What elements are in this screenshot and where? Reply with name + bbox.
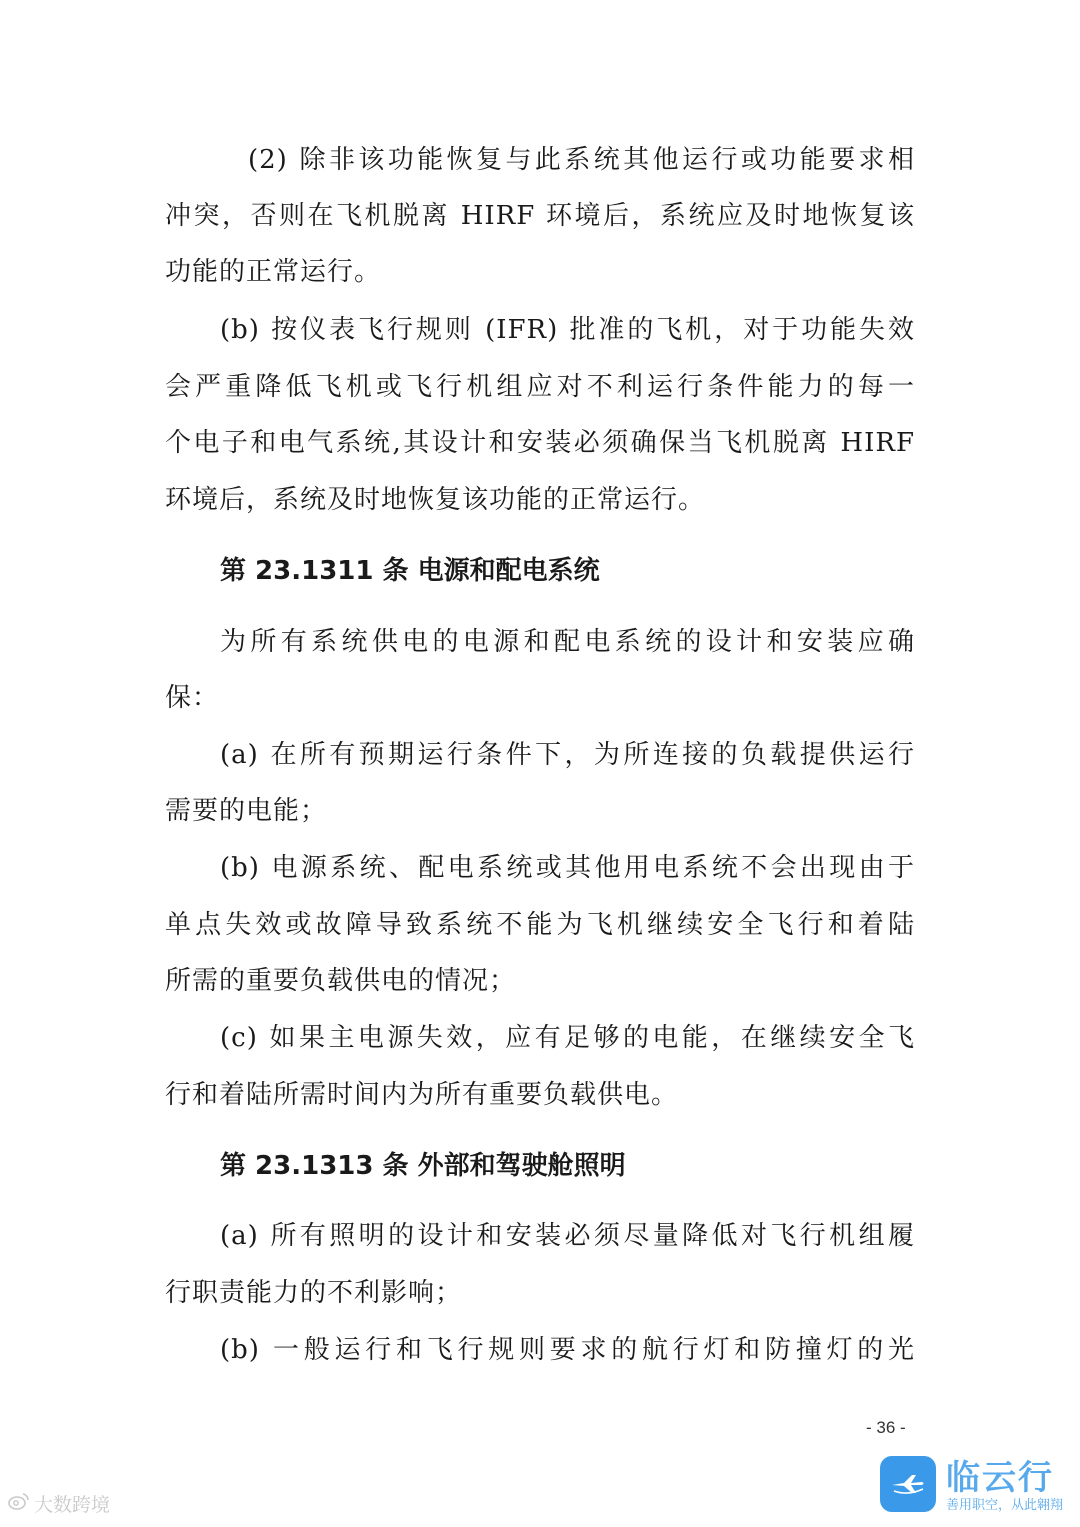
body-text-line: (2) 除非该功能恢复与此系统其他运行或功能要求相 [248,145,915,175]
airplane-icon [890,1472,926,1496]
body-text-line: 行职责能力的不利影响； [165,1278,463,1308]
section-heading: 第 23.1311 条 电源和配电系统 [220,556,600,586]
logo-badge [880,1456,936,1512]
page-number: - 36 - [866,1418,906,1437]
section-heading: 第 23.1313 条 外部和驾驶舱照明 [220,1151,626,1181]
watermark-left-text: 大数跨境 [34,1494,111,1516]
brand-logo [880,1448,1075,1522]
body-text-line: 功能的正常运行。 [165,257,382,287]
watermark-left [8,1490,110,1517]
body-text-line: (a) 在所有预期运行条件下，为所连接的负载提供运行 [220,740,915,770]
body-text-line: 单点失效或故障导致系统不能为飞机继续安全飞行和着陆 [165,910,915,940]
body-text-line: 会严重降低飞机或飞行机组应对不利运行条件能力的每一 [165,372,915,402]
body-text-line: 需要的电能； [165,796,328,826]
body-text-line: 保： [165,683,220,713]
body-text-line: (c) 如果主电源失效，应有足够的电能，在继续安全飞 [220,1023,915,1053]
body-text-line: (a) 所有照明的设计和安装必须尽量降低对飞行机组履 [220,1221,915,1251]
body-text-line: (b) 按仪表飞行规则 (IFR) 批准的飞机，对于功能失效 [220,315,915,345]
body-text-line: (b) 一般运行和飞行规则要求的航行灯和防撞灯的光 [220,1335,915,1365]
brand-name: 临云行 [946,1458,1054,1498]
weibo-icon [8,1492,30,1515]
body-text-line: 为所有系统供电的电源和配电系统的设计和安装应确 [220,627,915,657]
body-text-line: 冲突，否则在飞机脱离 HIRF 环境后，系统应及时地恢复该 [165,201,915,231]
body-text-line: 行和着陆所需时间内为所有重要负载供电。 [165,1080,679,1110]
body-text-line: 所需的重要负载供电的情况； [165,966,517,996]
body-text-line: 环境后，系统及时地恢复该功能的正常运行。 [165,485,706,515]
brand-slogan: 善用职空，从此翱翔 [946,1498,1064,1513]
body-text-line: (b) 电源系统、配电系统或其他用电系统不会出现由于 [220,853,915,883]
body-text-line: 个电子和电气系统,其设计和安装必须确保当飞机脱离 HIRF [165,428,915,458]
